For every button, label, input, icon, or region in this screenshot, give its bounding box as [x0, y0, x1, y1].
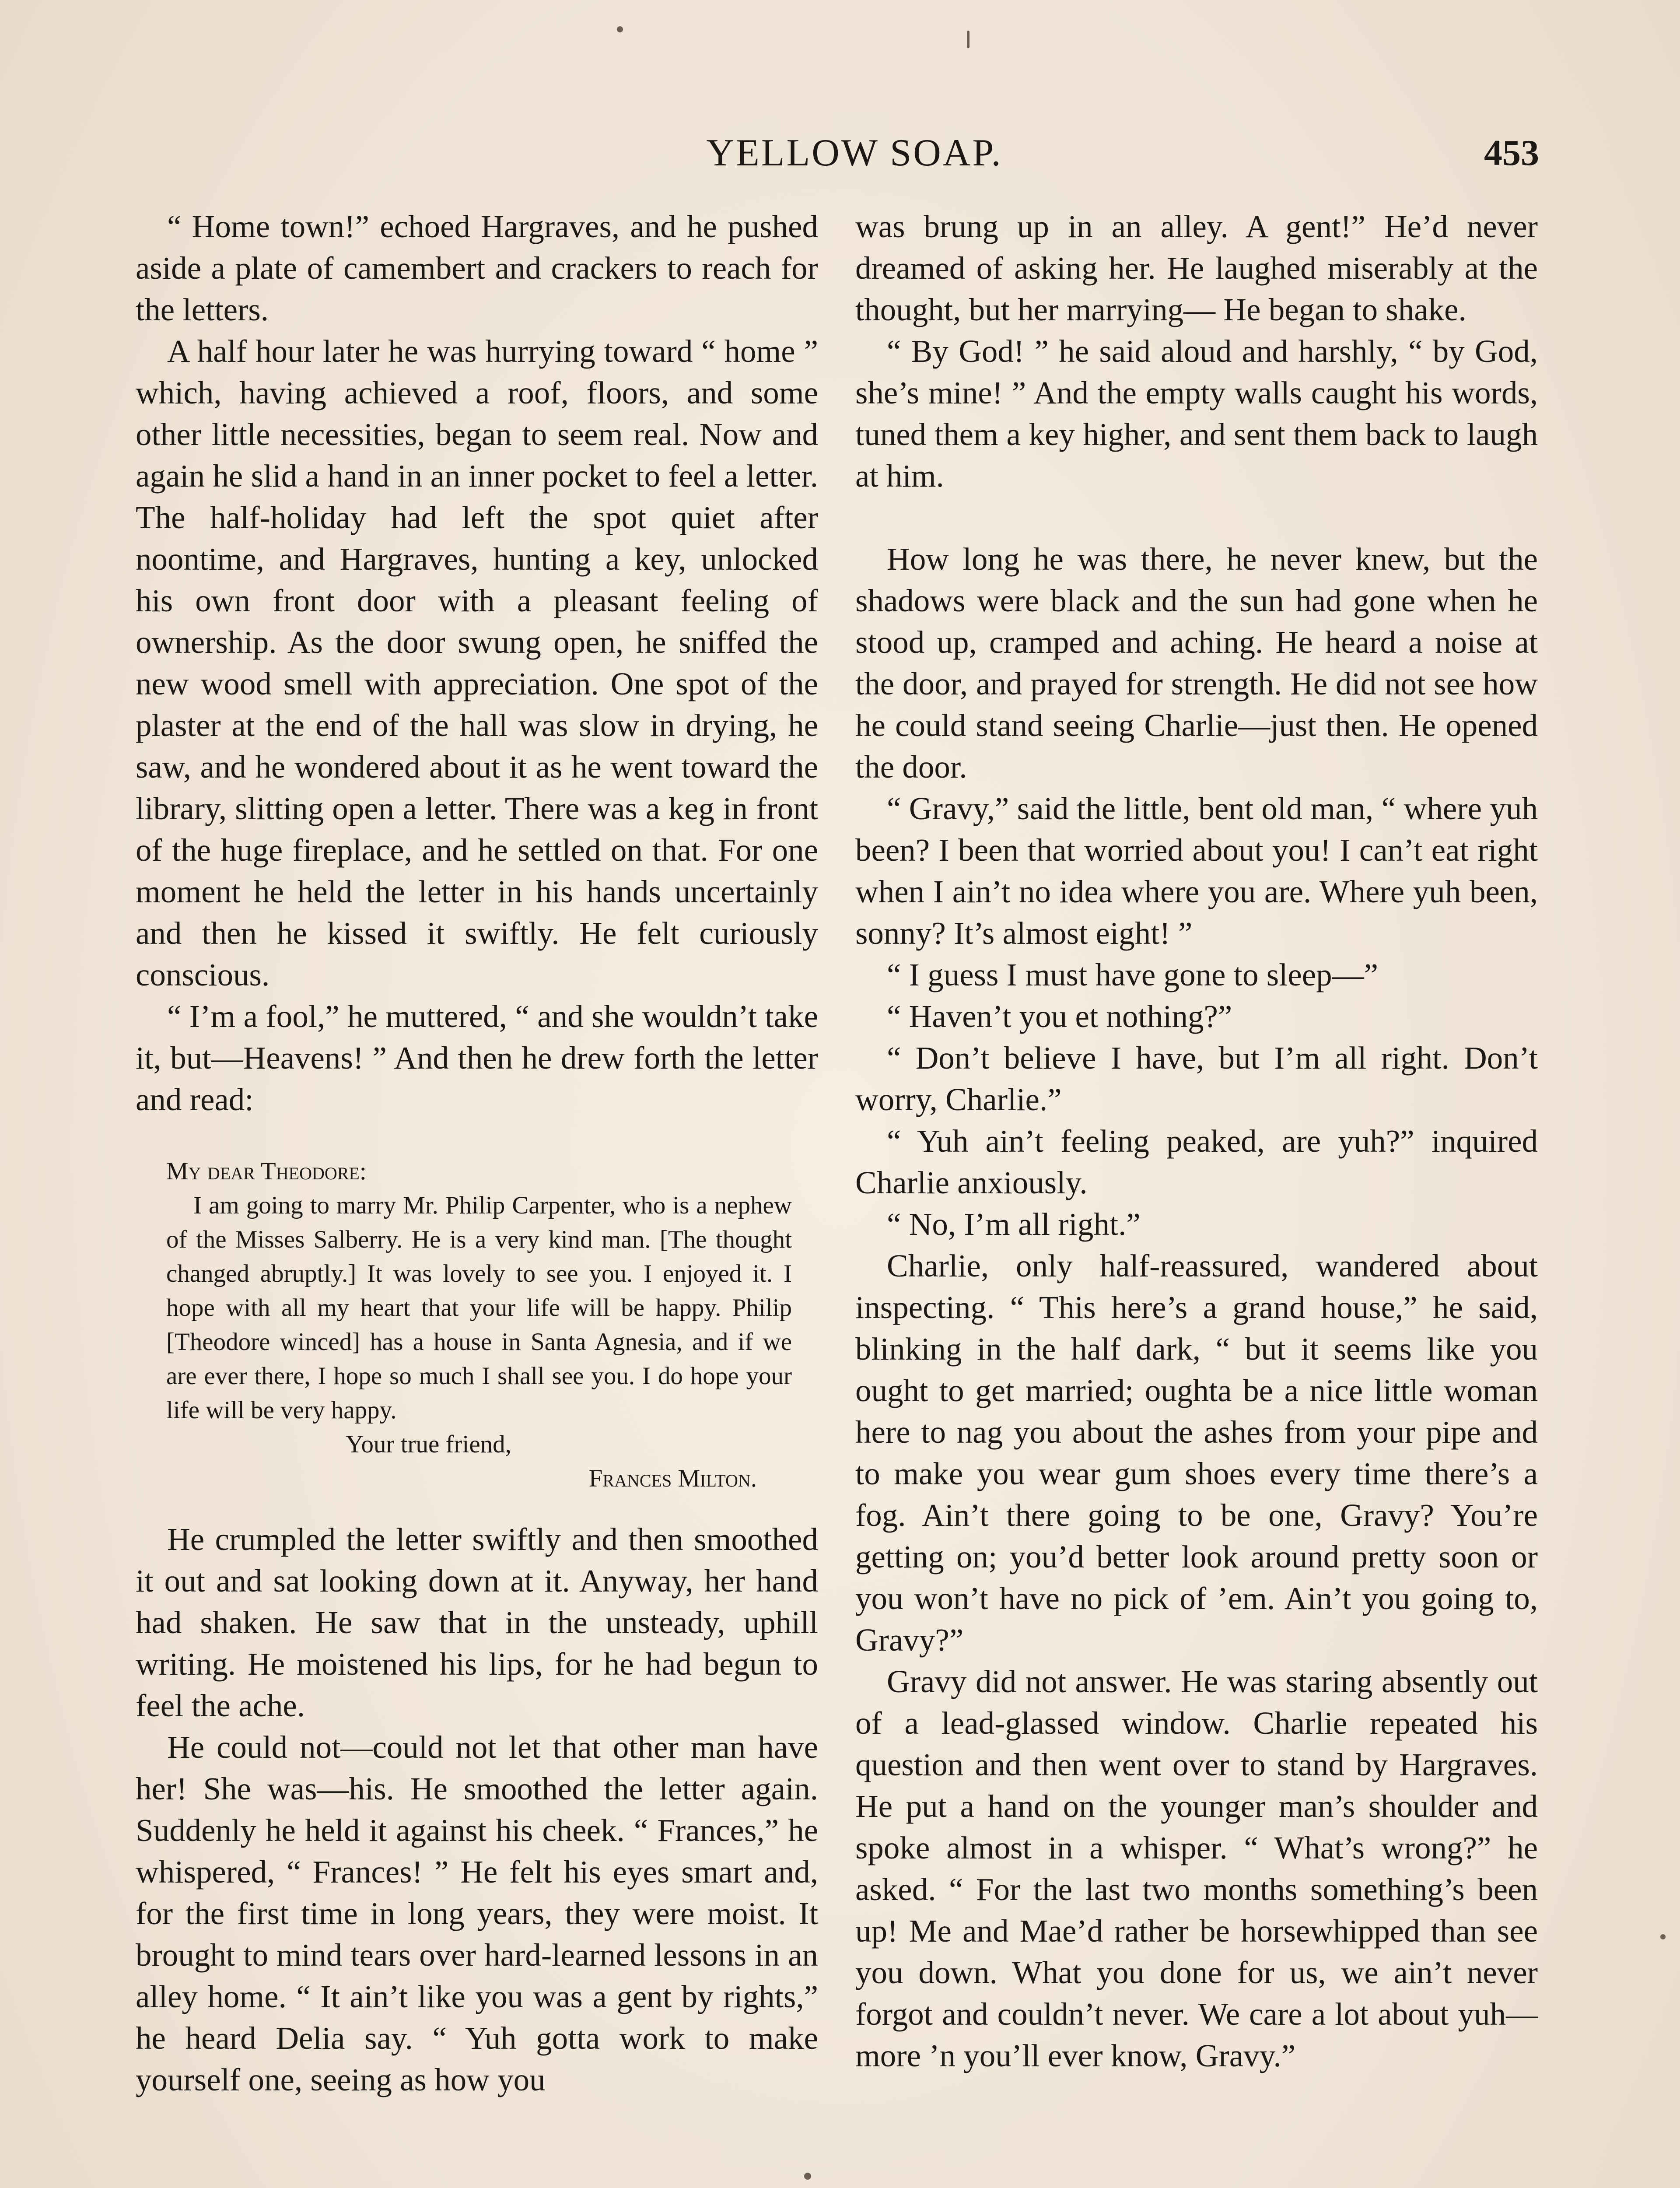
paragraph: was brung up in an alley. A gent!” He’d never dreamed of asking her. He laughed miserably at the thought, but her marrying— He began to shake.: [855, 209, 1538, 327]
print-speck: [804, 2173, 811, 2180]
left-column: [136, 206, 818, 2100]
letter-body: I am going to marry Mr. Philip Carpenter, who is a nephew of the Misses Salberry. He is a very kind man. [The thought changed abruptly.] It was lovely to see you. I enjoyed it. I hope with all my heart that your life will be happy. Philip [Theodore winced] has a house in Santa Agnesia, and if we are ever there, I hope so much I shall see you. I do hope your life will be very happy.: [166, 1192, 792, 1424]
paragraph: Charlie, only half-reassured, wandered about inspecting. “ This here’s a grand house,” he said, blinking in the half dark, “ but it seems like you ought to get married; oughta be a nice little woman here to nag you about the ashes from your pipe and to make you wear gum shoes every time there’s a fog. Ain’t there going to be one, Gravy? You’re getting on; you’d better look around pretty soon or you won’t have no pick of ’em. Ain’t you going to, Gravy?”: [855, 1248, 1538, 1658]
letter-signature: Frances Milton.: [588, 1465, 757, 1492]
quoted-letter: [166, 1154, 792, 1496]
print-speck: [1660, 1934, 1666, 1939]
letter-salutation: My dear Theodore:: [166, 1157, 367, 1185]
letter-closing: Your true friend,: [346, 1431, 511, 1458]
paragraph: “ Home town!” echoed Hargraves, and he pushed aside a plate of camembert and crackers to reach for the letters.: [136, 209, 818, 327]
running-title: YELLOW SOAP.: [706, 132, 1003, 174]
right-column: [855, 206, 1538, 2076]
paragraph: “ Haven’t you et nothing?”: [887, 999, 1232, 1034]
paragraph: “ No, I’m all right.”: [887, 1206, 1141, 1242]
running-head: [170, 127, 1539, 179]
print-speck: [967, 31, 970, 48]
paragraph: A half hour later he was hurrying toward “ home ” which, having achieved a roof, floors, and some other little necessities, began to seem real. Now and again he slid a hand in an inner pocket to feel a letter. The half-holiday had left the spot quiet after noontime, and Hargraves, hunting a key, unlocked his own front door with a pleasant feeling of ownership. As the door swung open, he sniffed the new wood smell with appreciation. One spot of the plaster at the end of the hall was slow in drying, he saw, and he wondered about it as he went toward the library, slitting open a letter. There was a keg in front of the huge fireplace, and he settled on that. For one moment he held the letter in his hands uncertainly and then he kissed it swiftly. He felt curiously conscious.: [136, 333, 818, 992]
page-number: 453: [1484, 133, 1539, 173]
paragraph: How long he was there, he never knew, but the shadows were black and the sun had gone when he stood up, cramped and aching. He heard a noise at the door, and prayed for strength. He did not see how he could stand seeing Charlie—just then. He opened the door.: [855, 541, 1538, 785]
paragraph: “ By God! ” he said aloud and harshly, “ by God, she’s mine! ” And the empty walls caught his words, tuned them a key higher, and sent them back to laugh at him.: [855, 333, 1538, 494]
paragraph: “ Yuh ain’t feeling peaked, are yuh?” inquired Charlie anxiously.: [855, 1123, 1538, 1200]
paragraph: He crumpled the letter swiftly and then smoothed it out and sat looking down at it. Anyway, her hand had shaken. He saw that in the unsteady, uphill writing. He moistened his lips, for he had begun to feel the ache.: [136, 1522, 818, 1723]
print-speck: [617, 26, 623, 32]
paragraph: “ Gravy,” said the little, bent old man, “ where yuh been? I been that worried about you! I can’t eat right when I ain’t no idea where you are. Where yuh been, sonny? It’s almost eight! ”: [855, 791, 1538, 951]
paragraph: He could not—could not let that other man have her! She was—his. He smoothed the letter again. Suddenly he held it against his cheek. “ Frances,” he whispered, “ Frances! ” He felt his eyes smart and, for the first time in long years, they were moist. It brought to mind tears over hard-learned lessons in an alley home. “ It ain’t like you was a gent by rights,” he heard Delia say. “ Yuh gotta work to make yourself one, seeing as how you: [136, 1729, 818, 2097]
paragraph: Gravy did not answer. He was staring absently out of a lead-glassed window. Charlie repeated his question and then went over to stand by Hargraves. He put a hand on the younger man’s shoulder and spoke almost in a whisper. “ What’s wrong?” he asked. “ For the last two months something’s been up! Me and Mae’d rather be horsewhipped than see you down. What you done for us, we ain’t never forgot and couldn’t never. We care a lot about yuh—more ’n you’ll ever know, Gravy.”: [855, 1664, 1538, 2073]
paragraph: “ I’m a fool,” he muttered, “ and she wouldn’t take it, but—Heavens! ” And then he drew forth the letter and read:: [136, 999, 818, 1117]
paragraph: “ Don’t believe I have, but I’m all right. Don’t worry, Charlie.”: [855, 1040, 1538, 1117]
paragraph: “ I guess I must have gone to sleep—”: [887, 957, 1379, 992]
